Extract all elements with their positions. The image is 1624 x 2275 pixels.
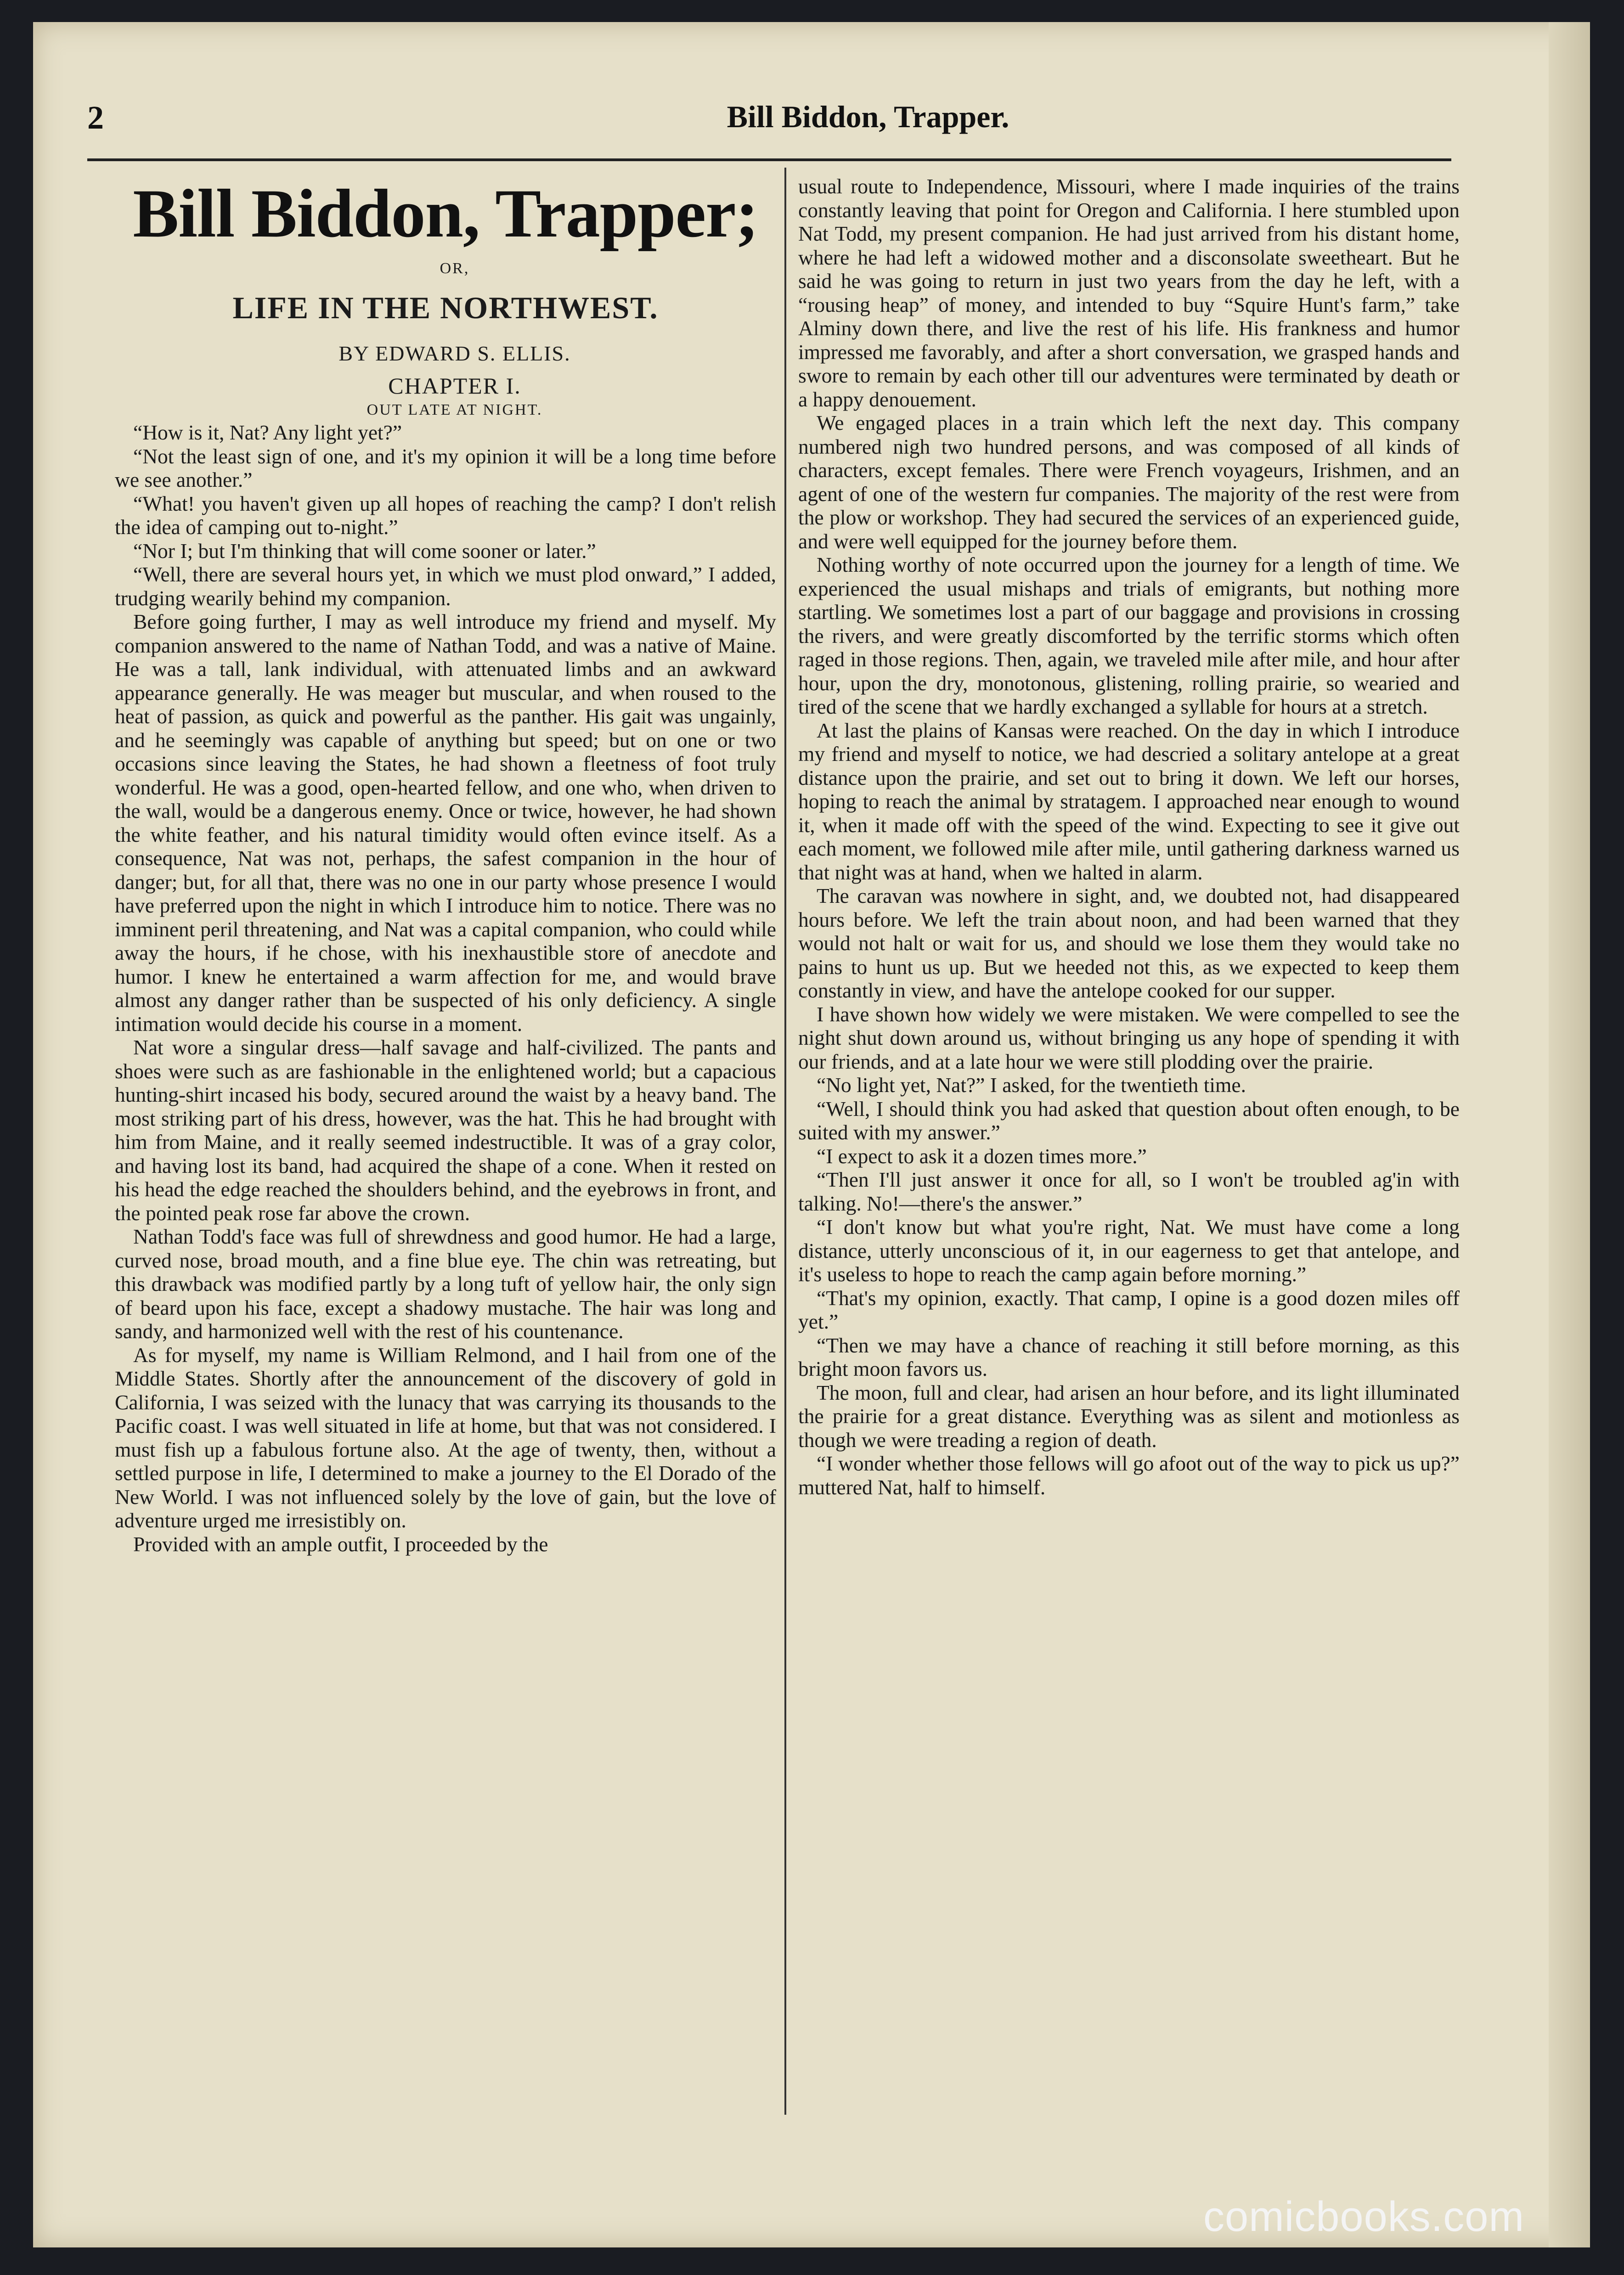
chapter-heading: CHAPTER I. [388,373,521,399]
header-rule [87,158,1451,161]
byline: BY EDWARD S. ELLIS. [338,342,571,365]
paragraph: “How is it, Nat? Any light yet?” [133,421,402,444]
paragraph: We engaged places in a train which left the next day. This company numbered nigh two hundred persons, and was composed of all kinds of characters, except females. There were French voyageurs, Irishmen, and an agent of one of the western fur companies. The majority of the rest were from the plow or workshop. They had secured the services of an experienced guide, and were well equipped for the journey before them. [798,411,1460,553]
paragraph: Nothing worthy of note occurred upon the journey for a length of time. We experienced the usual mishaps and trials of emigrants, but nothing more startling. We sometimes lost a part of our baggage and provisions in crossing the rivers, and were greatly discomforted by the terrific storms which often raged in those regions. Then, again, we traveled mile after mile, and hour after hour, upon the dry, monotonous, glistening, rolling prairie, so wearied and tired of the scene that we hardly exchanged a syllable for hours at a stretch. [798,553,1460,718]
paragraph: “Well, I should think you had asked that question about often enough, to be suited with my answer.” [798,1097,1460,1144]
paragraph: “Then we may have a chance of reaching it still before morning, as this bright moon favors us. [798,1333,1460,1380]
paragraph: “Well, there are several hours yet, in which we must plod onward,” I added, trudging wearily behind my companion. [115,563,776,610]
paragraph: The moon, full and clear, had arisen an hour before, and its light illuminated the prairie for a great distance. Everything was as silent and motionless as though we were treading a region of death. [798,1380,1460,1452]
watermark: comicbooks.com [1203,2193,1525,2240]
or-line: OR, [440,260,470,277]
story-title: Bill Biddon, Trapper; [133,175,758,252]
paragraph: I have shown how widely we were mistaken. We were compelled to see the night shut down around us, without bringing us any hope of spending it with our friends, and at a late hour we were still plodding over the prairie. [798,1002,1460,1073]
title-block [115,175,776,421]
page-number: 2 [87,99,104,136]
paragraph: “I don't know but what you're right, Nat. We must have come a long distance, utterly unconscious of it, in our eagerness to get that antelope, and it's useless to hope to reach the camp again before morning.” [798,1215,1460,1286]
paragraph: “I wonder whether those fellows will go afoot out of the way to pick us up?” muttered Nat, half to himself. [798,1452,1460,1499]
paragraph: Nathan Todd's face was full of shrewdness and good humor. He had a large, curved nose, broad mouth, and a fine blue eye. The chin was retreating, but this drawback was modified partly by a long tuft of yellow hair, the only sign of beard upon his face, except a shadowy mustache. The hair was long and sandy, and harmonized well with the rest of his countenance. [115,1225,776,1343]
paragraph: “Nor I; but I'm thinking that will come sooner or later.” [133,539,596,563]
running-head [87,99,1465,145]
running-title: Bill Biddon, Trapper. [727,99,1009,134]
paragraph: usual route to Independence, Missouri, where I made inquiries of the trains constantly leaving that point for Oregon and California. I here stumbled upon Nat Todd, my present companion. He had just arrived from his distant home, where he had left a widowed mother and a disconsolate sweetheart. But he said he was going to return in just two years from the day he left, with a “rousing heap” of money, and intended to buy “Squire Hunt's farm,” take Alminy down there, and live the rest of his life. His frankness and humor impressed me favorably, and after a short conversation, we grasped hands and swore to remain by each other till our adventures were terminated by death or a happy denouement. [798,175,1460,411]
paragraph: “Then I'll just answer it once for all, so I won't be troubled ag'in with talking. No!—there's the answer.” [798,1168,1460,1215]
paragraph: “No light yet, Nat?” I asked, for the twentieth time. [817,1073,1246,1097]
story-subtitle: LIFE IN THE NORTHWEST. [232,290,659,325]
paragraph: “That's my opinion, exactly. That camp, I opine is a good dozen miles off yet.” [798,1286,1460,1333]
page-edge [1549,22,1590,2247]
paragraph: At last the plains of Kansas were reached. On the day in which I introduce my friend and myself to notice, we had descried a solitary antelope at a great distance upon the prairie, and set out to bring it down. We left our horses, hoping to reach the animal by stratagem. I approached near enough to wound it, when it made off with the speed of the wind. Expecting to see it give out each moment, we followed mile after mile, until gathering darkness warned us that night was at hand, when we halted in alarm. [798,718,1460,884]
paragraph: “I expect to ask it a dozen times more.” [817,1144,1147,1168]
paragraph: As for myself, my name is William Relmond, and I hail from one of the Middle States. Shortly after the announcement of the discovery of gold in California, I was seized with the lunacy that was carrying its thousands to the Pacific coast. I was well situated in life at home, but that was not considered. I must fish up a fabulous fortune also. At the age of twenty, then, without a settled purpose in life, I determined to make a journey to the El Dorado of the New World. I was not influenced solely by the love of gain, but the love of adventure urged me irresistibly on. [115,1343,776,1532]
right-column [798,175,1460,1499]
paragraph: “What! you haven't given up all hopes of reaching the camp? I don't relish the idea of camping out to-night.” [115,491,776,539]
column-rule [784,168,786,2115]
chapter-title: OUT LATE AT NIGHT. [367,401,543,418]
paragraph: The caravan was nowhere in sight, and, we doubted not, had disappeared hours before. We left the train about noon, and had been warned that they would not halt or wait for us, and should we lose them they would take no pains to hunt us up. But we heeded not this, as we expected to keep them constantly in view, and have the antelope cooked for our supper. [798,884,1460,1002]
paragraph: “Not the least sign of one, and it's my opinion it will be a long time before we see another.” [115,444,776,491]
left-column-text [115,421,776,1556]
left-column [115,175,776,1556]
paragraph: Before going further, I may as well introduce my friend and myself. My companion answered to the name of Nathan Todd, and was a native of Maine. He was a tall, lank individual, with attenuated limbs and an awkward appearance generally. He was meager but muscular, and when roused to the heat of passion, as quick and powerful as the panther. His gait was ungainly, and he seemingly was capable of anything but speed; but on one or two occasions since leaving the States, he had shown a fleetness of foot truly wonderful. He was a good, open-hearted fellow, and one who, when driven to the wall, would be a dangerous enemy. Once or twice, however, he had shown the white feather, and his natural timidity would often evince itself. As a consequence, Nat was not, perhaps, the safest companion in the hour of danger; but, for all that, there was no one in our party whose presence I would have preferred upon the night in which I introduce him to notice. There was no imminent peril threatening, and Nat was a capital companion, who could while away the hours, if he chose, with his inexhaustible store of anecdote and humor. I knew he entertained a warm affection for me, and would brave almost any danger rather than be suspected of his only deficiency. A single intimation would decide his course in a moment. [115,610,776,1036]
paragraph: Nat wore a singular dress—half savage and half-civilized. The pants and shoes were such as are fashionable in the enlightened world; but a capacious hunting-shirt incased his body, secured around the waist by a heavy band. The most striking part of his dress, however, was the hat. This he had brought with him from Maine, and it really seemed indestructible. It was of a gray color, and having lost its band, had acquired the shape of a cone. When it rested on his head the edge reached the shoulders behind, and the eyebrows in front, and the pointed peak rose far above the crown. [115,1036,776,1225]
paragraph: Provided with an ample outfit, I proceeded by the [133,1532,548,1556]
